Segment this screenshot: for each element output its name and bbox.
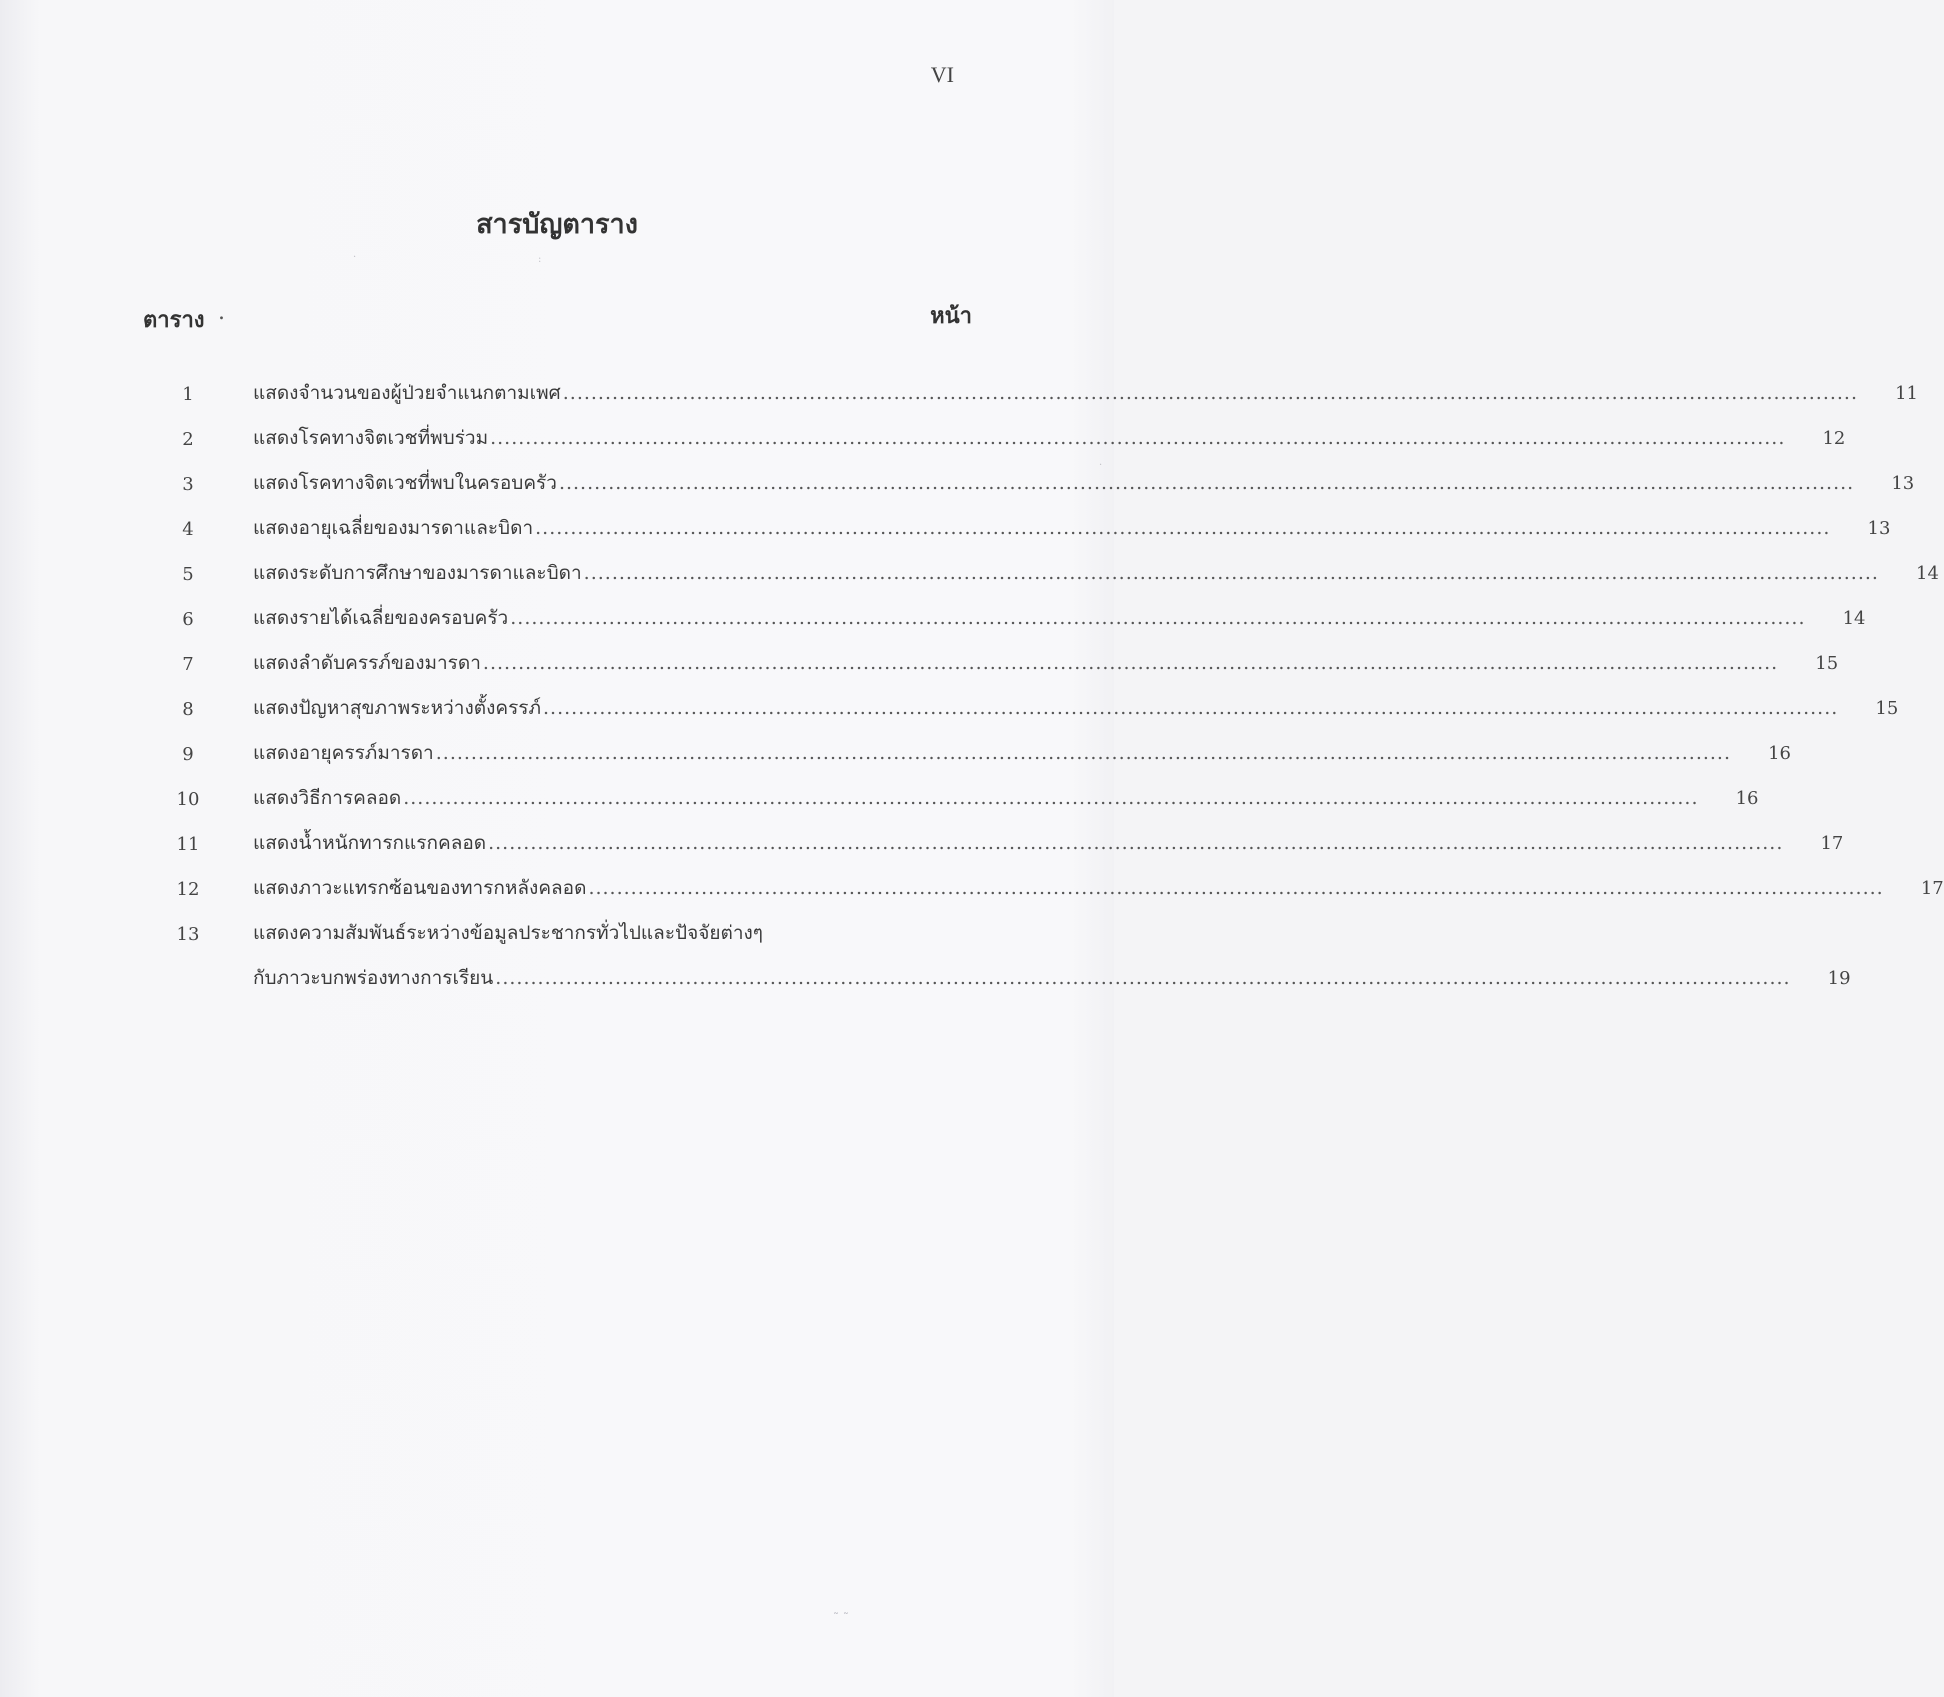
toc-row: [0, 601, 1866, 646]
toc-entry-line: [253, 427, 1846, 450]
column-header-table: ตาราง: [143, 307, 205, 333]
toc-row-entry: [253, 787, 1759, 810]
toc-row: [0, 376, 1919, 421]
toc-row: [0, 556, 1939, 601]
toc-entry-line: [253, 652, 1839, 675]
toc-row: [0, 421, 1846, 466]
dot-leader: [510, 607, 1805, 629]
dot-leader: [563, 382, 1858, 404]
toc-row-entry: [253, 562, 1939, 585]
toc-row-entry: [253, 742, 1792, 765]
dot-leader: [488, 832, 1783, 854]
toc-row-entry: [253, 472, 1915, 495]
toc-row-entry: [253, 427, 1846, 450]
toc-row-entry: [253, 382, 1919, 405]
toc-row: [0, 511, 1891, 556]
toc-row-number: 7: [182, 654, 194, 675]
scan-speck-mark: :: [538, 254, 542, 265]
toc-entry-line: [253, 382, 1919, 405]
toc-page-number: 14: [1916, 563, 1939, 584]
dot-leader: [495, 967, 1790, 989]
toc-entry-title: แสดงโรคทางจิตเวชที่พบในครอบครัว: [253, 472, 557, 494]
toc-page-number: 13: [1891, 473, 1915, 494]
toc-row-entry: [253, 652, 1839, 675]
dot-leader: [543, 697, 1838, 719]
dot-leader: [584, 562, 1879, 584]
scan-smudge-mark: ˜ ˜: [833, 1611, 849, 1625]
toc-row: [0, 781, 1759, 826]
dot-leader: [535, 517, 1830, 539]
toc-entry-line: [253, 832, 1844, 855]
toc-row: [0, 871, 1944, 916]
toc-entry-title: กับภาวะบกพร่องทางการเรียน: [253, 967, 494, 989]
toc-row: [0, 736, 1792, 781]
page-title: สารบัญตาราง: [476, 209, 638, 240]
toc-row: [0, 826, 1844, 871]
dot-leader: [490, 427, 1785, 449]
toc-entry-title: แสดงปัญหาสุขภาพระหว่างตั้งครรภ์: [253, 697, 542, 719]
toc-row-number: 12: [176, 879, 200, 900]
toc-page-number: 19: [1827, 968, 1851, 989]
toc-entry-title: แสดงภาวะแทรกซ้อนของทารกหลังคลอด: [253, 877, 587, 899]
toc-row-number: 1: [182, 384, 194, 405]
toc-row-entry: [253, 517, 1891, 540]
toc-entry-title: แสดงลำดับครรภ์ของมารดา: [253, 652, 481, 674]
dot-leader: [588, 877, 1883, 899]
toc-entry-line: [253, 607, 1866, 630]
toc-entry-line: [253, 967, 1851, 990]
toc-entry-line: [253, 787, 1759, 810]
toc-row-number: 6: [182, 609, 194, 630]
toc-row-number: 13: [176, 924, 200, 945]
toc-entry-line: [253, 922, 908, 944]
toc-entry-title: แสดงน้ำหนักทารกแรกคลอด: [253, 832, 487, 854]
toc-row-number: 11: [176, 834, 200, 855]
toc-entry-line: [253, 742, 1792, 765]
toc-page-number: 12: [1822, 428, 1846, 449]
scan-speck-mark: ·: [353, 252, 357, 263]
toc-page-number: 17: [1820, 833, 1844, 854]
toc-row-entry: [253, 832, 1844, 855]
toc-entry-title: แสดงรายได้เฉลี่ยของครอบครัว: [253, 607, 509, 629]
toc-row-number: 9: [182, 744, 194, 765]
toc-row: [0, 466, 1915, 511]
toc-entry-line: [253, 562, 1939, 585]
table-of-contents-list: [0, 376, 1944, 1006]
toc-entry-title: แสดงจำนวนของผู้ป่วยจำแนกตามเพศ: [253, 382, 561, 404]
toc-page-number: 17: [1920, 878, 1944, 899]
column-header-page: หน้า: [930, 303, 972, 329]
toc-row-number: 8: [182, 699, 194, 720]
toc-row: [0, 646, 1839, 691]
toc-row-entry: [253, 922, 1851, 990]
page-number: VI: [930, 62, 954, 87]
toc-page-number: 14: [1842, 608, 1866, 629]
toc-page-number: 11: [1895, 383, 1919, 404]
toc-entry-line: [253, 697, 1899, 720]
toc-row-number: 10: [176, 789, 200, 810]
toc-page-number: 15: [1815, 653, 1839, 674]
toc-row: [0, 691, 1899, 736]
dot-leader: [483, 652, 1778, 674]
toc-row: [0, 916, 1851, 1006]
toc-entry-line: [253, 472, 1915, 495]
column-header-mark: .: [218, 300, 225, 325]
toc-page-number: 15: [1875, 698, 1899, 719]
toc-row-number: 3: [182, 474, 194, 495]
dot-leader: [403, 787, 1698, 809]
toc-row-number: 4: [182, 519, 194, 540]
toc-page-number: 13: [1867, 518, 1891, 539]
dot-leader: [559, 472, 1854, 494]
toc-entry-title: แสดงอายุเฉลี่ยของมารดาและบิดา: [253, 517, 534, 539]
toc-row-number: 5: [182, 564, 194, 585]
toc-entry-title: แสดงโรคทางจิตเวชที่พบร่วม: [253, 427, 489, 449]
toc-row-number: 2: [182, 429, 194, 450]
scan-speck-mark: ·: [1099, 460, 1103, 471]
toc-entry-title: แสดงอายุครรภ์มารดา: [253, 742, 434, 764]
toc-row-entry: [253, 607, 1866, 630]
toc-entry-title: แสดงความสัมพันธ์ระหว่างข้อมูลประชากรทั่วไปและปัจจัยต่างๆ: [253, 922, 763, 944]
toc-page-number: 16: [1768, 743, 1792, 764]
toc-entry-title: แสดงวิธีการคลอด: [253, 787, 402, 809]
toc-entry-line: [253, 517, 1891, 540]
toc-row-entry: [253, 697, 1899, 720]
toc-entry-line: [253, 877, 1944, 900]
toc-page-number: 16: [1735, 788, 1759, 809]
toc-row-entry: [253, 877, 1944, 900]
toc-entry-title: แสดงระดับการศึกษาของมารดาและบิดา: [253, 562, 582, 584]
dot-leader: [436, 742, 1731, 764]
